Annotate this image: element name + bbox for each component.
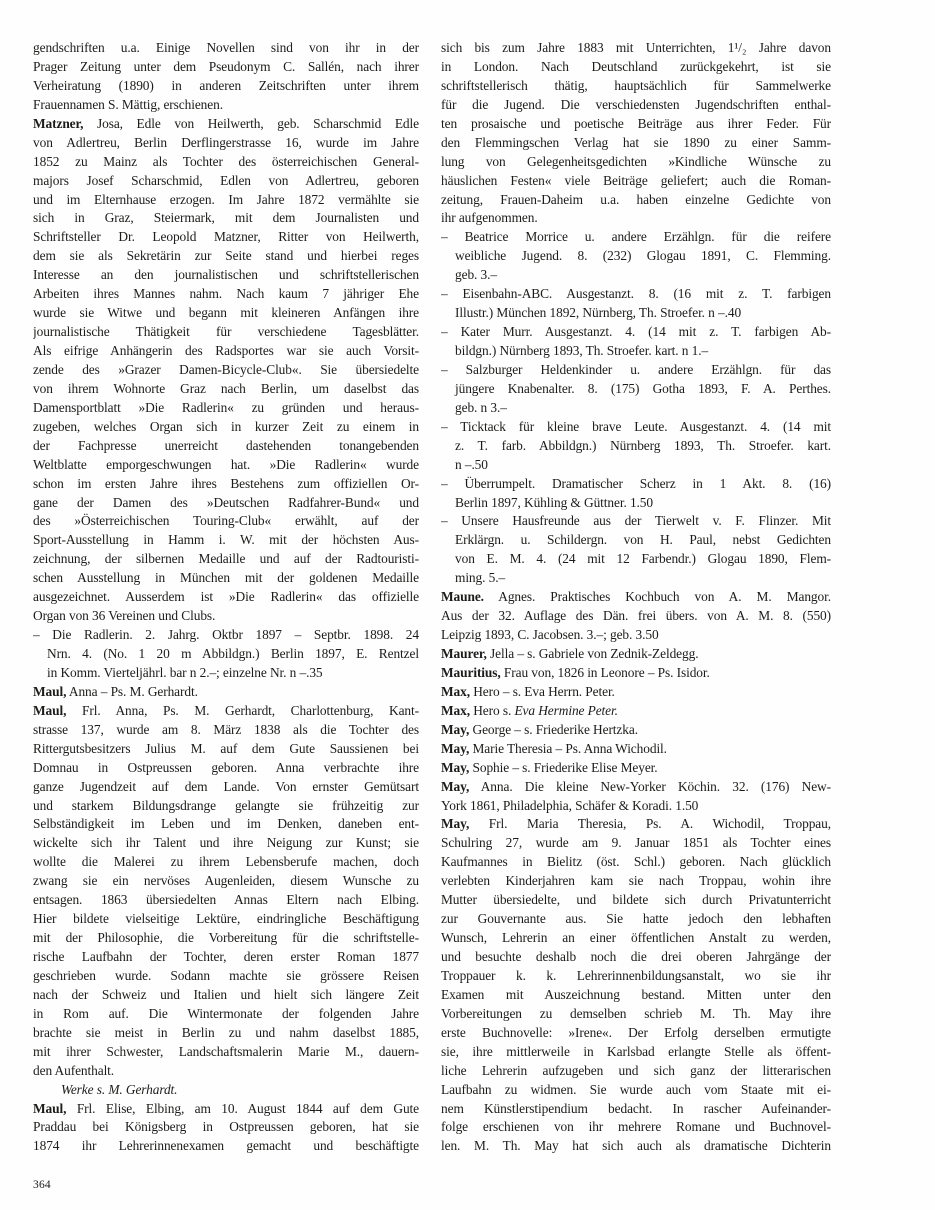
- text-line: – Unsere Hausfreunde aus der Tierwelt v. F. Flinzer. Mit: [441, 513, 831, 529]
- text-line: 1852 zu Mainz als Tochter des österreichischen General-: [33, 153, 419, 169]
- text-line: verlebten Kinderjahren kam sie nach Troppau, wohin ihre: [441, 873, 831, 889]
- text-line: weibliche Jugend. 8. (232) Glogau 1891, C. Flemming.: [455, 248, 831, 264]
- text-line: in Rom auf. Die Wintermonate der folgenden Jahre: [33, 1005, 419, 1021]
- text-line: Hier bildete vielseitige Lektüre, eindringliche Beschäftigung: [33, 911, 419, 927]
- text-line: Weltblatte emporgeschwungen hat. »Die Radlerin« wurde: [33, 456, 419, 472]
- text-line: in Komm. Vierteljährl. bar n 2.–; einzelne Nr. n –.35: [47, 664, 323, 680]
- text-line: – Beatrice Morrice u. andere Erzählgn. für die reifere: [441, 229, 831, 245]
- text-line: n –.50: [455, 456, 488, 472]
- text-line: – Salzburger Heldenkinder u. andere Erzählgn. für das: [441, 361, 831, 377]
- text-line: Frauennamen S. Mättig, erschienen.: [33, 96, 223, 112]
- text-line: Interesse an den journalistischen und schriftstellerischen: [33, 267, 419, 283]
- text-column-right: [441, 39, 831, 1156]
- text-line: May, Marie Theresia – Ps. Anna Wichodil.: [441, 740, 667, 756]
- text-line: ausgezeichnet. Ausserdem ist »Die Radlerin« das offizielle: [33, 589, 419, 605]
- text-line: nem Künstlerstipendium bedacht. In rascher Aufeinander-: [441, 1100, 831, 1116]
- text-line: Kaufmannes in Bielitz (öst. Schl.) geboren. Nach glücklich: [441, 854, 831, 870]
- text-line: geschrieben wurde. Sodann machte sie grössere Reisen: [33, 967, 419, 983]
- text-line: Selbständigkeit im Leben und im Denken, daneben ent-: [33, 816, 419, 832]
- text-line: nach der Schweiz und Italien und hielt sich längere Zeit: [33, 986, 419, 1002]
- text-line: May, Frl. Maria Theresia, Ps. A. Wichodil, Troppau,: [441, 816, 831, 832]
- text-line: lung von Gelegenheitsgedichten »Kindliche Wünsche zu: [441, 153, 831, 169]
- text-line: York 1861, Philadelphia, Schäfer & Koradi. 1.50: [441, 797, 699, 813]
- text-line: Rittergutsbesitzers Julius M. auf dem Gute Saussienen bei: [33, 740, 419, 756]
- text-line: zeichnung, der silbernen Medaille und auf der Radtouristi-: [33, 551, 419, 567]
- text-line: ganze Jugendzeit auf dem Lande. Von ernster Gemütsart: [33, 778, 419, 794]
- text-line: des »Österreichischen Touring-Club« erwählt, auf der: [33, 513, 419, 529]
- text-line: Schulring 27, wurde am 9. Januar 1851 als Tochter eines: [441, 835, 831, 851]
- text-line: gendschriften u.a. Einige Novellen sind von ihr in der: [33, 40, 419, 55]
- text-line: Verheiratung (1890) in anderen Zeitschriften unter ihrem: [33, 77, 419, 93]
- text-line: Mauritius, Frau von, 1826 in Leonore – Ps. Isidor.: [441, 664, 710, 680]
- text-column-left: [33, 39, 419, 1156]
- text-line: von Adlertreu, Berlin Derflingerstrasse 16, wurde im Jahre: [33, 134, 419, 150]
- text-line: den Aufenthalt.: [33, 1062, 115, 1078]
- text-line: von ihrem Wohnorte Graz nach Berlin, um daselbst das: [33, 380, 419, 396]
- text-line: geb. 3.–: [455, 267, 497, 283]
- text-line: – Ticktack für kleine brave Leute. Ausgestanzt. 4. (14 mit: [441, 418, 831, 434]
- text-line: den Flemmingschen Verlag hat sie 1890 zu einer Samm-: [441, 134, 831, 150]
- text-line: 1874 ihr Lehrerinnenexamen gemacht und beschäftigte: [33, 1138, 419, 1154]
- text-line: zugeben, welches Organ sich in kurzer Zeit zu einem in: [33, 418, 419, 434]
- text-line: rische Laufbahn der Tochter, deren erster Roman 1877: [33, 949, 419, 964]
- text-line: – Eisenbahn-ABC. Ausgestanzt. 8. (16 mit z. T. farbigen: [441, 286, 831, 302]
- text-line: Berlin 1897, Kühling & Güttner. 1.50: [455, 494, 653, 510]
- text-line: majors Josef Scharschmid, Edlen von Adlertreu, geboren: [33, 172, 419, 188]
- text-line: von E. M. 4. (24 mit 12 Farbendr.) Glogau 1890, Flem-: [455, 551, 831, 567]
- text-line: bildgn.) Nürnberg 1893, Th. Stroefer. kart. n 1.–: [455, 343, 709, 358]
- text-line: wollte die Malerei zu ihrem Lebensberufe machen, doch: [33, 854, 419, 870]
- text-line: sich bis zum Jahre 1883 mit Unterrichten, 1¹/₂ Jahre davon: [441, 40, 831, 55]
- text-line: – Die Radlerin. 2. Jahrg. Oktbr 1897 – Septbr. 1898. 24: [33, 627, 419, 643]
- text-line: Sport-Ausstellung in Hamm i. W. mit der höchsten Aus-: [33, 532, 419, 548]
- text-line: ming. 5.–: [455, 570, 506, 586]
- text-line: Schriftsteller Dr. Leopold Matzner, Ritter von Heilwerth,: [33, 229, 419, 245]
- text-line: schen Ausstellung in München mit der goldenen Medaille: [33, 570, 419, 586]
- text-line: geb. n 3.–: [455, 399, 507, 415]
- text-line: Maul, Frl. Anna, Ps. M. Gerhardt, Charlottenburg, Kant-: [33, 702, 419, 718]
- text-line: wurde sie Witwe und begann mit kleineren Anfängen ihre: [33, 305, 419, 321]
- text-line: Organ von 36 Vereinen und Clubs.: [33, 608, 216, 624]
- text-line: schon im ersten Jahre ihres Bestehens zum offiziellen Or-: [33, 475, 419, 491]
- text-line: folge erschienen von ihr mehrere Romane und Buchnovel-: [441, 1119, 831, 1135]
- text-line: und besuchte deshalb noch die drei oberen Jahrgänge der: [441, 949, 831, 964]
- text-line: dem sie als Sekretärin zur Seite stand und hierbei reges: [33, 248, 419, 264]
- text-line: Praddau bei Königsberg in Ostpreussen geboren, hat sie: [33, 1119, 419, 1135]
- text-line: gane der Damen des »Deutschen Radfahrer-Bund« und: [33, 494, 419, 510]
- text-line: zwang sie ein nervöses Augenleiden, diesem Wunsche zu: [33, 873, 419, 889]
- text-line: entsagen. 1863 übersiedelten Annas Eltern nach Elbing.: [33, 892, 419, 908]
- text-line: liche Lehrerin aufzugeben und sich ganz der litterarischen: [441, 1062, 831, 1078]
- text-line: Mutter übersiedelte, und bildete sich durch Privatunterricht: [441, 892, 831, 908]
- text-line: Laufbahn zu widmen. Sie wurde auch vom Staate mit ei-: [441, 1081, 831, 1097]
- text-line: Maurer, Jella – s. Gabriele von Zednik-Zeldegg.: [441, 646, 699, 661]
- text-line: und im Elternhause erzogen. Im Jahre 1872 vermählte sie: [33, 191, 419, 207]
- text-line: Aus der 32. Auflage des Dän. frei übers. von A. M. 8. (550): [441, 608, 831, 624]
- text-line: mit ihrer Schwester, Landschaftsmalerin Marie M., dauern-: [33, 1043, 419, 1059]
- text-line: Vorbereitungen zu demselben schrieb M. Th. May ihre: [441, 1005, 831, 1021]
- text-line: Nrn. 4. (No. 1 20 m Abbildgn.) Berlin 1897, E. Rentzel: [47, 646, 419, 661]
- text-line: – Überrumpelt. Dramatischer Scherz in 1 Akt. 8. (16): [441, 475, 831, 491]
- text-line: May, Anna. Die kleine New-Yorker Köchin. 32. (176) New-: [441, 778, 831, 794]
- text-line: ten prosaische und poetische Beiträge aus ihrer Feder. Für: [441, 115, 831, 131]
- text-line: Max, Hero s. Eva Hermine Peter.: [441, 702, 618, 718]
- text-line: Werke s. M. Gerhardt.: [61, 1081, 178, 1097]
- text-line: Erklärgn. u. Schildergn. von H. Paul, nebst Gedichten: [455, 532, 831, 548]
- text-line: Illustr.) München 1892, Nürnberg, Th. Stroefer. n –.40: [455, 305, 742, 321]
- text-line: – Kater Murr. Ausgestanzt. 4. (14 mit z. T. farbigen Ab-: [441, 324, 831, 340]
- text-line: Troppauer k. k. Lehrerinnenbildungsanstalt, wo sie ihr: [441, 967, 831, 983]
- text-line: Maune. Agnes. Praktisches Kochbuch von A. M. Mangor.: [441, 589, 831, 605]
- text-line: Arbeiten ihres Mannes nahm. Nach kaum 7 jähriger Ehe: [33, 286, 419, 302]
- text-line: sich in Graz, Steiermark, mit dem Journalisten und: [33, 210, 419, 226]
- text-line: der Fachpresse unerreicht dastehenden tonangebenden: [33, 437, 419, 453]
- text-line: Als eifrige Anhängerin des Radsportes war sie auch Vorsit-: [33, 343, 419, 358]
- text-line: Max, Hero – s. Eva Herrn. Peter.: [441, 683, 615, 699]
- text-line: und starkem Bildungsdrange gelangte sie frühzeitig zur: [33, 797, 419, 813]
- text-line: wickelte sich ihr Talent und ihre Neigung zur Kunst; sie: [33, 835, 419, 851]
- text-line: erste Buchnovelle: »Irene«. Der Erfolg derselben ermutigte: [441, 1024, 831, 1040]
- text-line: Prager Zeitung unter dem Pseudonym C. Sallén, nach ihrer: [33, 58, 419, 74]
- text-line: schriftstellerisch thätig, hauptsächlich für Sammelwerke: [441, 77, 831, 93]
- text-line: Domnau in Ostpreussen geboren. Anna verbrachte ihre: [33, 759, 419, 775]
- text-line: z. T. farb. Abbildgn.) Nürnberg 1893, Th. Stroefer. kart.: [455, 437, 831, 453]
- text-line: zeitung, Frauen-Daheim u.a. haben einzelne Gedichte von: [441, 191, 831, 207]
- page-number: 364: [33, 1179, 51, 1191]
- text-line: journalistische Thätigkeit für verschiedene Tagesblätter.: [33, 324, 419, 340]
- text-line: Wunsch, Lehrerin an einer öffentlichen Anstalt zu werden,: [441, 930, 831, 946]
- text-line: ihr aufgenommen.: [441, 210, 538, 226]
- text-line: häuslichen Festen« viele Beiträge geliefert; auch die Roman-: [441, 172, 831, 188]
- text-line: in London. Nach Deutschland zurückgekehrt, ist sie: [441, 58, 831, 74]
- text-line: len. M. Th. May hat sich auch als dramatische Dichterin: [441, 1138, 831, 1154]
- text-line: strasse 137, wurde am 8. März 1838 als die Tochter des: [33, 721, 419, 737]
- text-line: brachte sie meist in Berlin zu und nahm daselbst 1885,: [33, 1024, 419, 1040]
- text-line: Maul, Frl. Elise, Elbing, am 10. August 1844 auf dem Gute: [33, 1100, 419, 1116]
- text-line: Maul, Anna – Ps. M. Gerhardt.: [33, 683, 198, 699]
- text-line: May, Sophie – s. Friederike Elise Meyer.: [441, 759, 658, 775]
- text-line: Damensportblatt »Die Radlerin« zu gründen und heraus-: [33, 399, 419, 415]
- text-line: Matzner, Josa, Edle von Heilwerth, geb. Scharschmid Edle: [33, 115, 419, 131]
- text-line: sie, ihre mittlerweile in Karlsbad erlangte Stelle als öffent-: [441, 1043, 831, 1059]
- text-line: zende des »Grazer Damen-Bicycle-Club«. Sie übersiedelte: [33, 361, 419, 377]
- text-line: mit der Philosophie, die Vorbereitung für die schriftstelle-: [33, 930, 419, 946]
- text-line: Examen mit Auszeichnung bestand. Mitten unter den: [441, 986, 831, 1002]
- text-line: zur Gouvernante aus. Sie hatte jedoch den lebhaften: [441, 911, 831, 927]
- text-line: für die Jugend. Die verschiedensten Jugendschriften enthal-: [441, 96, 831, 112]
- text-line: jüngere Knabenalter. 8. (175) Gotha 1893, F. A. Perthes.: [455, 380, 831, 396]
- text-line: May, George – s. Friederike Hertzka.: [441, 721, 638, 737]
- text-line: Leipzig 1893, C. Jacobsen. 3.–; geb. 3.50: [441, 627, 659, 643]
